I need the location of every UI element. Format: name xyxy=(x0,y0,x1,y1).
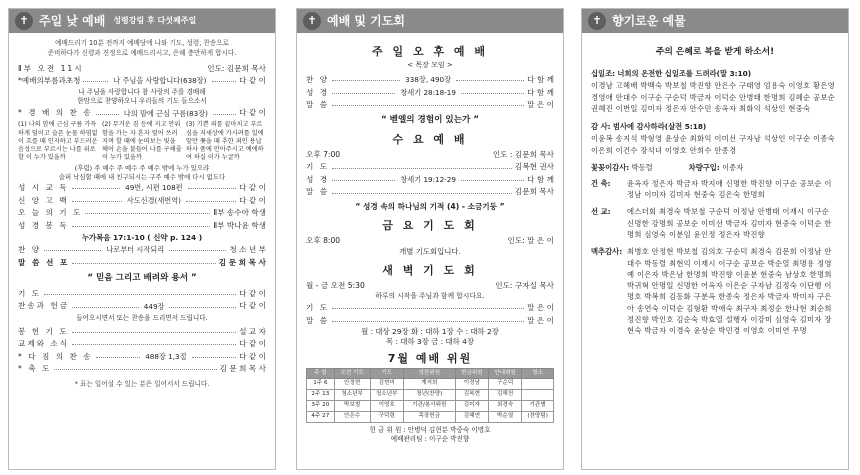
reading-plan: 목 : 대하 3장 금 : 대하 4장 xyxy=(386,336,474,346)
section-title: 수 요 예 배 xyxy=(392,132,468,146)
panel-title: 예배 및 기도회 xyxy=(327,13,405,28)
panel-header xyxy=(9,9,275,33)
cross-icon: ✝ xyxy=(588,12,606,30)
note-text: 하루의 시작을 주님과 함께 합시다요. xyxy=(375,292,485,301)
harvest-section: 맥추감사: 최병호 안정현 박보철 김의호 구순덕 최경숙 김문희 이정남 안대수 박동렬 최현익 이재시 이구순 공보순 박순열 최명용 정영예 이은자 박은남 한명희 박진향 이윤분 현중숙 남상호 한명희 박귀혁 안명일 신명한 어옥자 이은순 구자남 김정숙 이단행 이명호 박복희 김동화 구분옥 한종숙 정은자 박금자 박미자 구은아 송연숙 이덕순 김형환 박애숙 최구자 최정순 한나현 최순희 정진향 박인호 김순숙 박효열 설행자 이강미 심영숙 김미자 장현숙 박금자 이경숙 윤상순 박민경 이영호 이미연 무명 xyxy=(591,247,832,336)
offering-note: 들어오시면서 또는 찬송을 드리면서 드립니다. xyxy=(76,314,208,323)
order-row: 오후 8:00 인도: 말 은 이 xyxy=(306,236,554,246)
panel-header xyxy=(297,9,563,33)
service-info: Ⅱ부 오전 11시 인도: 김문희 목사 xyxy=(18,63,266,73)
order-row: 기 도 다 같 이 xyxy=(18,288,266,298)
offerings-panel xyxy=(581,8,849,470)
message-title: “ 벧엘의 경험이 있는가 ” xyxy=(381,115,479,125)
order-row: 기 도 말 은 이 xyxy=(306,303,554,313)
order-row: * 다 짐 의 찬 송 488장 1,3절 다 같 이 xyxy=(18,351,266,361)
panel-header xyxy=(582,9,848,33)
intro-text: 예배드리기 10분 전까지 예배당에 나와 기도, 성령, 찬송으로 준비하다가 신령과 진정으로 예배드리시고, 은혜 충만하게 합시다. xyxy=(47,39,237,57)
reading-plan: 월 : 대상 29장 화 : 대하 1장 수 : 대하 2장 xyxy=(361,326,499,336)
cross-icon: ✝ xyxy=(15,12,33,30)
hymn-chorus: (후렴) 주 예수 주 예수 주 예수 밖에 누가 있으랴 슬퍼 낙심할 때에 내 친구되시는 구주 예수 밖에 다시 없도다 xyxy=(58,164,226,181)
section-title: 금 요 기 도 회 xyxy=(382,218,478,232)
order-row: 찬 양 나로부터 시작되리 청 소 년 부 xyxy=(18,245,266,255)
committee-footer: 헌 금 위 원 : 안병덕 김현분 박중숙 이명호 예배관리팀 : 이구순 박진향 xyxy=(369,425,491,443)
order-row: 교제와 소식 다 같 이 xyxy=(18,339,266,349)
scripture-ref: 누가복음 17:1-10 ( 신약 p. 124 ) xyxy=(81,232,203,242)
note-text: 개별 기도회입니다. xyxy=(399,247,461,257)
order-row: *예배의부름과초청 나 주님을 사랑합니다(638장) 다 같 이 xyxy=(18,76,267,86)
committee-table xyxy=(306,368,554,422)
order-row: * 경 배 의 찬 송 나의 맘에 근심 구름(83장) 다 같 이 xyxy=(18,108,266,118)
panel-title: 주일 낮 예배 xyxy=(39,13,106,28)
order-row: 말 씀 김문희 목사 xyxy=(306,187,554,197)
order-row: 성 경 창세기 28:18-19 다 함 께 xyxy=(306,87,555,97)
order-row: * 축 도 김 문 희 목 사 xyxy=(18,364,266,374)
order-row: 기 도 김복현 권사 xyxy=(306,162,554,172)
section-subtitle: < 목장 모임 > xyxy=(407,60,453,69)
order-row: 찬송과 헌금 449장 다 같 이 xyxy=(18,301,267,311)
cross-icon: ✝ xyxy=(303,12,321,30)
services-panel xyxy=(296,8,564,470)
order-row: 말 씀 말 은 이 xyxy=(306,100,554,109)
committee-title: 7월 예배 위원 xyxy=(387,351,473,365)
order-row: 오 늘 의 기 도 Ⅱ부 송수아 학생 xyxy=(18,208,266,218)
order-row: 말 씀 말 은 이 xyxy=(306,315,554,325)
order-row: 오후 7:00 인도 : 김문희 목사 xyxy=(306,149,554,159)
order-row: 신 앙 고 백 사도신경(새번역) 다 같 이 xyxy=(18,195,266,205)
order-row: 말 씀 선 포 김 문 희 목 사 xyxy=(18,257,266,267)
message-title: “ 성경 속의 하나님의 기적 (4) - 소금기둥 ” xyxy=(355,202,505,212)
table-row: 1주 6 안정현 김현미 계지희 이정남 구순덕 xyxy=(307,379,554,390)
table-header: 주 일 오전 기도 기도 성찬위원 헌금위원 안내위원 청소 xyxy=(307,369,554,379)
panel-title: 향기로운 예물 xyxy=(612,13,686,28)
building-section: 건 축: 윤옥자 정은자 박금자 박지애 신명한 박진향 이구순 공보순 이정남 이미자 김미자 현중숙 김은숙 한명희 xyxy=(591,178,832,200)
sermon-title: “ 믿음 그리고 배려와 용서 ” xyxy=(87,272,197,283)
greeting: 주의 은혜로 복을 받게 하소서! xyxy=(655,47,775,57)
footnote: * 표는 일어설 수 있는 분은 일어서서 드립니다. xyxy=(74,380,210,389)
order-row: 성 경 창세기 19:12-29 다 함 께 xyxy=(306,174,555,185)
order-row: 봉 헌 기 도 설 교 자 xyxy=(18,326,266,336)
order-row: 성 시 교 독 49번, 시편 108편 다 같 이 xyxy=(18,183,266,193)
order-row: 성 경 봉 독 Ⅱ부 박나윤 학생 xyxy=(18,220,266,230)
worship-order-panel xyxy=(8,8,276,470)
table-row: 3주 20 박보철 이영호 기관/봉사위원 김미자 최경숙 기관별 xyxy=(307,400,554,411)
hymn-verses: (1) 나의 맘에 근심 구름 가득하게 덮이고 슬픈 눈물 하염없이 흐를 때 인자하고 부드러운 음성으로 부르시는 나를 위로할 이 누가 있을까 (2) 무거운 짐 등에 지고 안위함을 가는 자 혼자 엎어 쓰러지며 할 때에 눈떠보는 빛을 헤어 손을 붙들어 나를 구해줄 이 누가 있을까 (3) 기쁜 죄를 끝마치고 부르심을 저세상에 가시려를 일에 앞만 쫓을 때 추한 죄인 용납하사 품에 안아주시고 예에하여 하실 이가 누굴까 xyxy=(18,121,264,162)
thanks-section: 감 사: 범사에 감사하라(살전 5:18) 이윤복 송지석 박형영 윤상순 최화익 이미선 구자남 석상인 이구순 이종숙 이은희 이건수 장석녀 이영호 안희수 안종경 xyxy=(591,122,836,155)
panel-subtitle: 성령강림 후 다섯째주일 xyxy=(113,16,197,25)
order-row: 찬 양 338장, 490장 다 함 께 xyxy=(306,75,554,85)
tithe-section: 십일조: 너희의 온전한 십일조를 드려라(말 3:10) 이경남 고혜배 박백숙 박보철 박진향 안은수 구태영 엄용숙 이영호 황은영 경영애 안대수 이구순 구순덕 박금자 이덕순 안병태 한명희 김혜순 공보순 권혜진 이번일 김미자 정은자 안수민 송옥자 최화익 석상인 현중숙 xyxy=(591,68,836,114)
misc-offering: 꽃꽂이감사: 박동렬 차량구입: 이종자 xyxy=(591,162,744,172)
mission-section: 선 교: 에스더회 최경숙 박보철 구순덕 이정남 안병태 이재시 이구순 신명한 강명희 공보순 이미선 박금자 김미자 현중숙 이덕순 한명희 심영숙 이분임 윤인정 정은자 박진향 xyxy=(591,207,832,239)
section-title: 주 일 오 후 예 배 xyxy=(372,45,488,58)
table-row: 2주 13 청소년부 청소년부 청년(찬양) 김복현 김해천 xyxy=(307,390,554,401)
section-title: 새 벽 기 도 회 xyxy=(382,264,478,278)
call-text: 나 주님을 사랑합니다 참 사랑의 주를 경배해 한맘으로 찬양하오니 우리들의 기도 들으소서 xyxy=(77,88,207,105)
order-row: 월 - 금 오전 5:30 인도: 구자실 목사 xyxy=(306,281,554,291)
table-row: 4주 27 안은수 구덕령 목장헌금 김혜연 박순열 (찬양팀) xyxy=(307,411,554,422)
